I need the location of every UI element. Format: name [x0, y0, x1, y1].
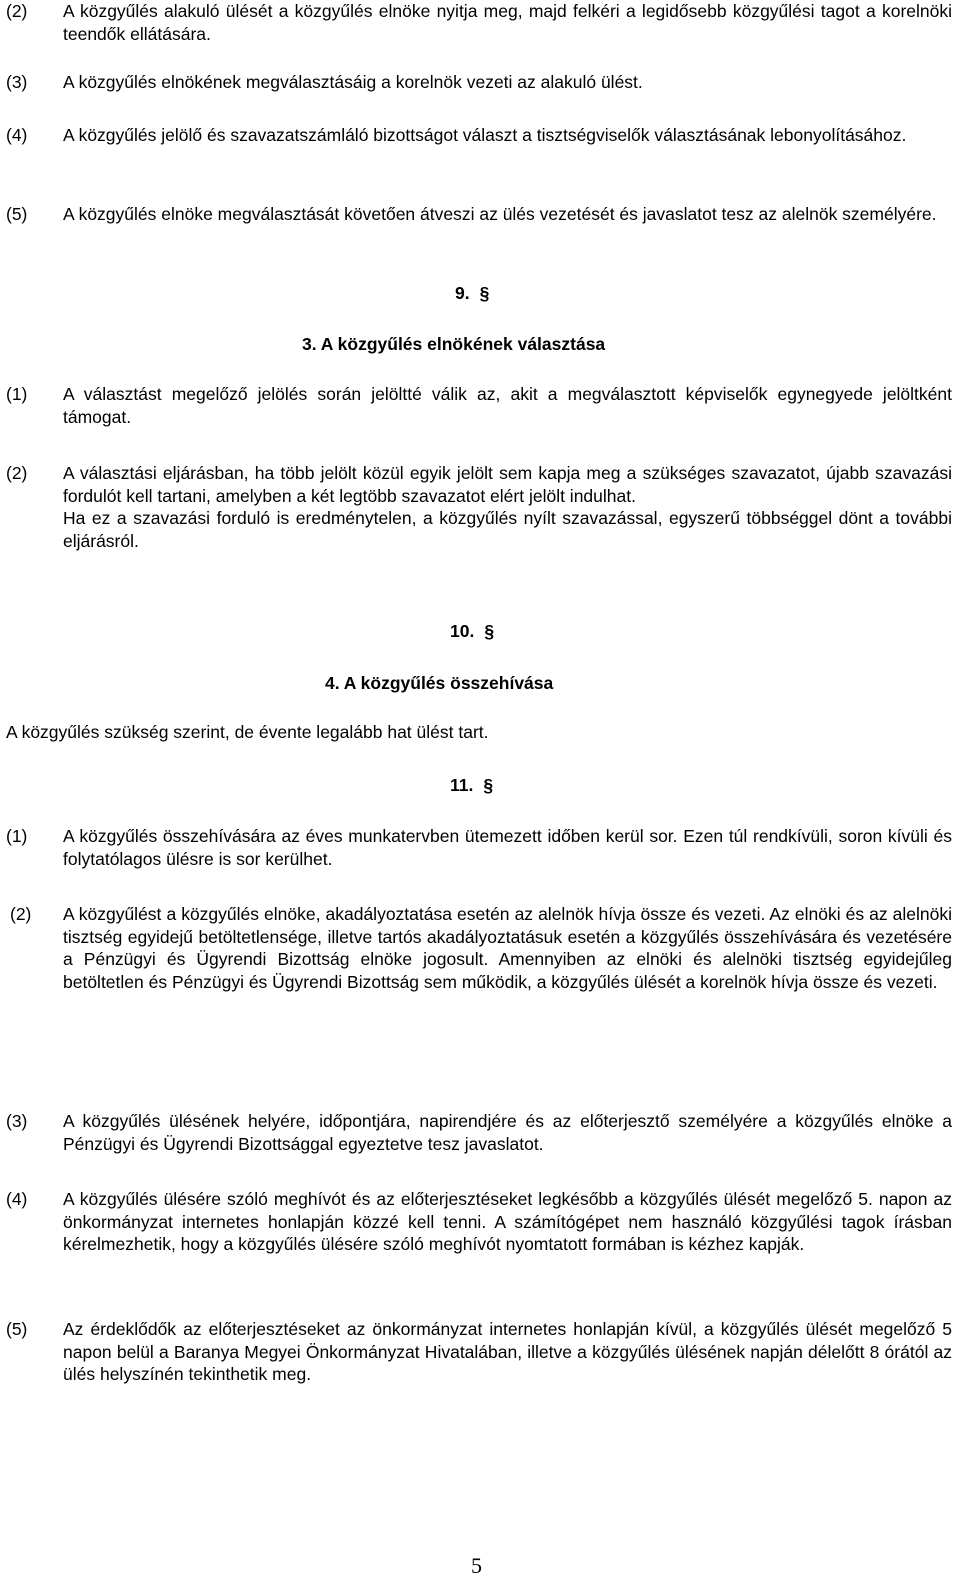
paragraph-number: (2) — [6, 1, 28, 21]
paragraph-text: A közgyűlést a közgyűlés elnöke, akadályoztatása esetén az alelnök hívja össze és vezeti. Az elnöki és az alelnöki tisztség egyidejű betöltetlensége, illetve tartós akadályoztatásuk esetén a közgyűlés összehívására és vezetésére a Pénzügyi és Ügyrendi Bizottság elnöke jogosult. Amennyiben az elnöki és alelnöki tisztség egyidejűleg betöltetlen és Pénzügyi és Ügyrendi Bizottság sem működik, a közgyűlés ülését a korelnök hívja össze és vezeti. — [63, 904, 952, 992]
section-sign: § — [484, 621, 495, 641]
paragraph-5-top — [6, 203, 952, 226]
section-number: 11. — [450, 775, 474, 795]
section-11-paragraph-3 — [6, 1110, 952, 1155]
paragraph-text-continued: Ha ez a szavazási forduló is eredménytelen, a közgyűlés nyílt szavazással, egyszerű többséggel dönt a további eljárásról. — [63, 508, 952, 551]
paragraph-number: (5) — [6, 1319, 28, 1339]
section-11-paragraph-1 — [6, 825, 952, 870]
page-number: 5 — [471, 1553, 482, 1578]
paragraph-number: (4) — [6, 125, 28, 145]
paragraph-text: Az érdeklődők az előterjesztéseket az önkormányzat internetes honlapján kívül, a közgyűlés ülését megelőző 5 napon belül a Baranya Megyei Önkormányzat Hivatalában, illetve a közgyűlés ülésének napján délelőtt 8 órától az ülés helyszínén tekinthetik meg. — [63, 1319, 952, 1384]
section-11-paragraph-2 — [10, 903, 952, 993]
paragraph-text-block — [63, 462, 952, 552]
paragraph-number: (1) — [6, 826, 28, 846]
paragraph-text: A választást megelőző jelölés során jelöltté válik az, akit a megválasztott képviselők egynegyede jelöltként támogat. — [63, 384, 952, 427]
paragraph-text: A közgyűlés összehívására az éves munkatervben ütemezett időben kerül sor. Ezen túl rendkívüli, soron kívüli és folytatólagos ülésre is sor kerülhet. — [63, 826, 952, 869]
section-sign: § — [483, 775, 494, 795]
paragraph-2-top — [6, 0, 952, 45]
section-sign: § — [479, 283, 490, 303]
section-9-paragraph-2 — [6, 462, 952, 552]
section-number: 9. — [455, 283, 470, 303]
paragraph-text: A választási eljárásban, ha több jelölt közül egyik jelölt sem kapja meg a szükséges szavazatot, újabb szavazási fordulót kell tartani, amelyben a két legtöbb szavazatot elért jelölt indulhat. — [63, 463, 952, 506]
paragraph-number: (2) — [6, 463, 28, 483]
paragraph-text: A közgyűlés ülésének helyére, időpontjára, napirendjére és az előterjesztő személyére a közgyűlés elnöke a Pénzügyi és Ügyrendi Bizottsággal egyeztetve tesz javaslatot. — [63, 1111, 952, 1154]
section-11-paragraph-5 — [6, 1318, 952, 1386]
paragraph-text: A közgyűlés alakuló ülését a közgyűlés elnöke nyitja meg, majd felkéri a legidősebb közgyűlési tagot a korelnöki teendők ellátására. — [63, 1, 952, 44]
section-9-paragraph-1 — [6, 383, 952, 428]
section-11-paragraph-4 — [6, 1188, 952, 1256]
section-9-marker — [455, 282, 489, 305]
paragraph-4-top — [6, 124, 952, 147]
section-number: 10. — [450, 621, 475, 641]
paragraph-number: (3) — [6, 1111, 28, 1131]
chapter-heading-3: 3. A közgyűlés elnökének választása — [302, 334, 606, 354]
section-10-marker — [450, 620, 494, 643]
paragraph-number: (2) — [10, 904, 32, 924]
paragraph-text: A közgyűlés jelölő és szavazatszámláló bizottságot választ a tisztségviselők választásának lebonyolításához. — [63, 125, 907, 145]
paragraph-number: (5) — [6, 204, 28, 224]
paragraph-number: (1) — [6, 384, 28, 404]
paragraph-text: A közgyűlés elnöke megválasztását követően átveszi az ülés vezetését és javaslatot tesz az alelnök személyére. — [63, 204, 937, 224]
paragraph-3-top — [6, 71, 952, 94]
paragraph-number: (3) — [6, 72, 28, 92]
paragraph-text: A közgyűlés elnökének megválasztásáig a korelnök vezeti az alakuló ülést. — [63, 72, 643, 92]
paragraph-text: A közgyűlés ülésére szóló meghívót és az előterjesztéseket legkésőbb a közgyűlés ülését megelőző 5. napon az önkormányzat internetes honlapján közzé kell tenni. A számítógépet nem használó közgyűlési tagok írásban kérelmezhetik, hogy a közgyűlés ülésére szóló meghívót nyomtatott formában is kézhez kapják. — [63, 1189, 952, 1254]
chapter-heading-4: 4. A közgyűlés összehívása — [325, 673, 554, 693]
paragraph-number: (4) — [6, 1189, 28, 1209]
section-11-marker — [450, 774, 493, 797]
section-10-text: A közgyűlés szükség szerint, de évente legalább hat ülést tart. — [6, 722, 489, 742]
